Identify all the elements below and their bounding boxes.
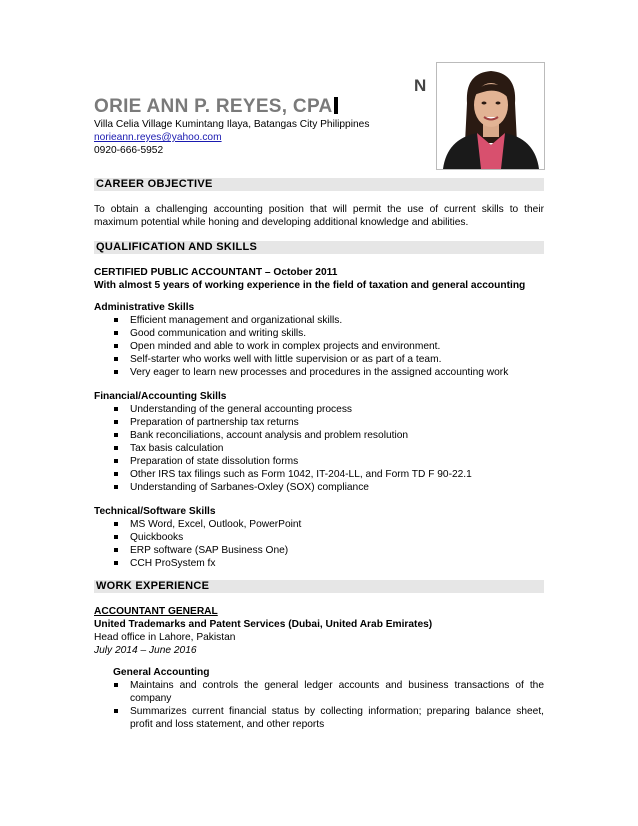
job-location: Head office in Lahore, Pakistan bbox=[94, 632, 236, 643]
profile-photo bbox=[436, 62, 545, 170]
list-item: Other IRS tax filings such as Form 1042, IT-204-LL, and Form TD F 90-22.1 bbox=[94, 468, 544, 481]
list-item: Open minded and able to work in complex projects and environment. bbox=[94, 340, 544, 353]
email-link[interactable]: norieann.reyes@yahoo.com bbox=[94, 132, 222, 143]
general-accounting-title: General Accounting bbox=[113, 667, 210, 678]
section-career-objective: CAREER OBJECTIVE bbox=[94, 178, 544, 191]
list-item: Efficient management and organizational skills. bbox=[94, 314, 544, 327]
list-item: Understanding of the general accounting process bbox=[94, 403, 544, 416]
list-item: CCH ProSystem fx bbox=[94, 557, 544, 570]
list-item: Very eager to learn new processes and procedures in the assigned accounting work bbox=[94, 366, 544, 379]
experience-summary: With almost 5 years of working experience in the field of taxation and general accounting bbox=[94, 280, 526, 291]
section-work-experience: WORK EXPERIENCE bbox=[94, 580, 544, 593]
technical-skills-title: Technical/Software Skills bbox=[94, 506, 216, 517]
admin-skills-list bbox=[94, 314, 544, 379]
list-item: Summarizes current financial status by collecting information; preparing balance sheet, profit and loss statement, and other reports bbox=[94, 705, 544, 731]
list-item: Maintains and controls the general ledger accounts and business transactions of the company bbox=[94, 679, 544, 705]
list-item: Preparation of partnership tax returns bbox=[94, 416, 544, 429]
candidate-name-text: ORIE ANN P. REYES, CPA bbox=[94, 96, 333, 117]
list-item: MS Word, Excel, Outlook, PowerPoint bbox=[94, 518, 544, 531]
financial-skills-title: Financial/Accounting Skills bbox=[94, 391, 227, 402]
financial-skills-list bbox=[94, 403, 544, 494]
address: Villa Celia Village Kumintang Ilaya, Batangas City Philippines bbox=[94, 119, 370, 130]
name-initial: N bbox=[414, 76, 427, 95]
list-item: Preparation of state dissolution forms bbox=[94, 455, 544, 468]
cpa-certification: CERTIFIED PUBLIC ACCOUNTANT – October 2011 bbox=[94, 267, 338, 278]
career-objective-text: To obtain a challenging accounting position that will permit the use of current skills to their maximum potential while honing and developing additional knowledge and abilities. bbox=[94, 204, 544, 228]
text-cursor bbox=[334, 97, 338, 114]
section-qualifications: QUALIFICATION AND SKILLS bbox=[94, 241, 544, 254]
job-dates: July 2014 – June 2016 bbox=[94, 645, 197, 656]
work-duties-list bbox=[94, 679, 544, 731]
company-name: United Trademarks and Patent Services (Dubai, United Arab Emirates) bbox=[94, 619, 433, 630]
list-item: Tax basis calculation bbox=[94, 442, 544, 455]
list-item: Good communication and writing skills. bbox=[94, 327, 544, 340]
list-item: Self-starter who works well with little supervision or as part of a team. bbox=[94, 353, 544, 366]
candidate-name bbox=[94, 96, 338, 118]
job-title: ACCOUNTANT GENERAL bbox=[94, 606, 218, 617]
list-item: ERP software (SAP Business One) bbox=[94, 544, 544, 557]
technical-skills-list bbox=[94, 518, 544, 570]
list-item: Quickbooks bbox=[94, 531, 544, 544]
list-item: Bank reconciliations, account analysis and problem resolution bbox=[94, 429, 544, 442]
list-item: Understanding of Sarbanes-Oxley (SOX) compliance bbox=[94, 481, 544, 494]
admin-skills-title: Administrative Skills bbox=[94, 302, 195, 313]
phone: 0920-666-5952 bbox=[94, 145, 164, 156]
